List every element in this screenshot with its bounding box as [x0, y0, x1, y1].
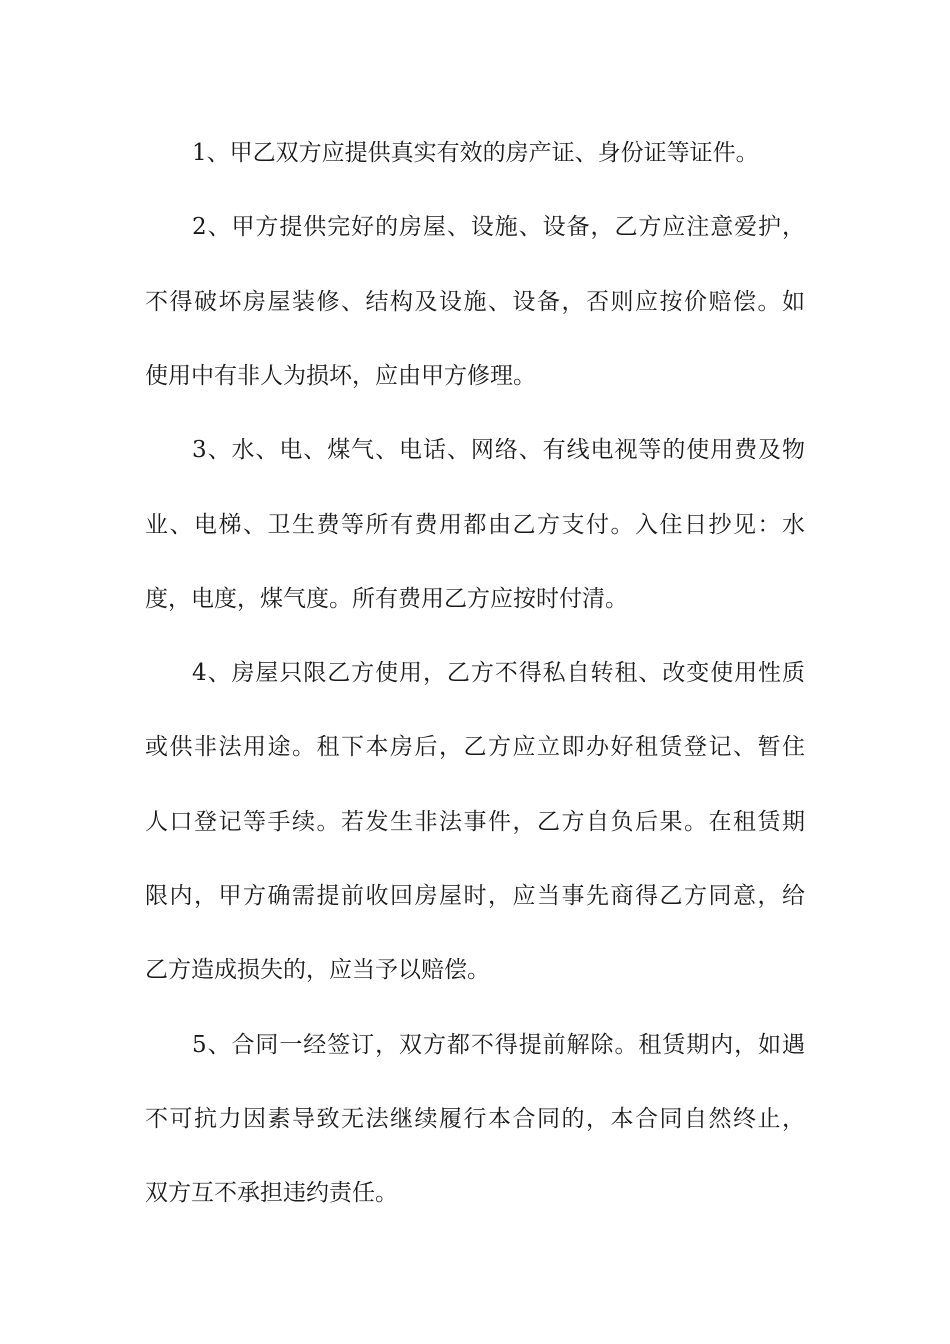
clause-5-line-3: [0, 1173, 950, 1213]
text-line: 或供非法用途。租下本房后，乙方应立即办好租赁登记、暂住: [145, 734, 805, 760]
clause-2-line-3: [0, 356, 950, 396]
text-line: 度，电度，煤气度。所有费用乙方应按时付清。: [145, 586, 628, 612]
text-line: 5、合同一经签订，双方都不得提前解除。租赁期内，如遇: [192, 1032, 805, 1058]
clause-3-line-2: [0, 505, 950, 545]
text-line: 2、甲方提供完好的房屋、设施、设备，乙方应注意爱护，: [192, 214, 805, 240]
text-line: 使用中有非人为损坏，应由甲方修理。: [145, 363, 536, 389]
clause-2-line-2: [0, 282, 950, 322]
text-line: 人口登记等手续。若发生非法事件，乙方自负后果。在租赁期: [145, 809, 805, 835]
text-line: 3、水、电、煤气、电话、网络、有线电视等的使用费及物: [192, 437, 805, 463]
text-line: 乙方造成损失的，应当予以赔偿。: [145, 957, 490, 983]
text-line: 4、房屋只限乙方使用，乙方不得私自转租、改变使用性质: [192, 660, 805, 686]
text-line: 不得破坏房屋装修、结构及设施、设备，否则应按价赔偿。如: [145, 289, 805, 315]
clause-4-line-2: [0, 727, 950, 767]
clause-4-line-1: [0, 653, 950, 693]
clause-4-line-5: [0, 950, 950, 990]
clause-1-line-1: [0, 133, 950, 173]
clause-5-line-1: [0, 1025, 950, 1065]
text-line: 1、甲乙双方应提供真实有效的房产证、身份证等证件。: [192, 140, 759, 166]
clause-4-line-3: [0, 802, 950, 842]
clause-2-line-1: [0, 207, 950, 247]
text-line: 不可抗力因素导致无法继续履行本合同的，本合同自然终止，: [145, 1106, 805, 1132]
clause-3-line-1: [0, 430, 950, 470]
clause-3-line-3: [0, 579, 950, 619]
clause-5-line-2: [0, 1099, 950, 1139]
text-line: 限内，甲方确需提前收回房屋时，应当事先商得乙方同意，给: [145, 883, 805, 909]
text-line: 业、电梯、卫生费等所有费用都由乙方支付。入住日抄见：水: [145, 512, 805, 538]
text-line: 双方互不承担违约责任。: [145, 1180, 398, 1206]
clause-4-line-4: [0, 876, 950, 916]
